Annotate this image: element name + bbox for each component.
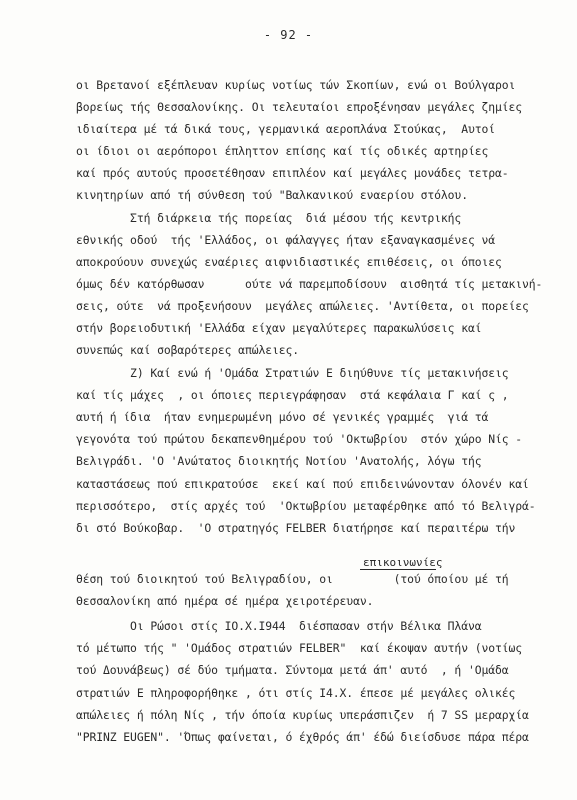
- text-line: βορείως τής Θεσσαλονίκης. Οι τελευταίοι επροξένησαν μεγάλες ζημίες: [76, 100, 523, 114]
- text-line: Ζ) Καί ενώ ή 'Ομάδα Στρατιών Ε διηύθυνε τίς μετακινήσεις: [76, 366, 509, 380]
- text-line: Θεσσαλονίκη από ημέρα σέ ημέρα χειροτέρευαν.: [76, 594, 374, 608]
- handwritten-insertion: επικοινωνίες: [363, 556, 443, 569]
- text-line: γεγονότα τού πρώτου δεκαπενθημέρου τού 'Οκτωβρίου στόν χώρο Νίς -: [76, 432, 523, 446]
- text-line: "PRINZ EUGEN". 'Όπως φαίνεται, ό έχθρός άπ' έδώ διείσδυσε πάρα πέρα: [76, 730, 529, 744]
- text-line: στρατιών Ε πληροφορήθηκε , ότι στίς Ι4.Χ. έπεσε μέ μεγάλες ολικές: [76, 686, 516, 700]
- text-line: τό μέτωπο τής " 'Ομάδος στρατιών FELBER" καί έκοψαν αυτήν (νοτίως: [76, 641, 523, 655]
- text-line: οι Βρετανοί εξέπλευαν κυρίως νοτίως τών Σκοπίων, ενώ οι Βούλγαροι: [76, 78, 516, 92]
- text-line: κινητηρίων από τή σύνθεση τού "Βαλκανικού εναερίου στόλου.: [76, 188, 468, 202]
- text-line: εθνικής οδού τής 'Ελλάδος, οι φάλαγγες ήταν εξαναγκασμένες νά: [76, 233, 495, 247]
- text-line: στήν βορειοδυτική 'Ελλάδα είχαν μεγαλύτερες παρακωλύσεις καί: [76, 321, 482, 335]
- text-line: καταστάσεως πού επικρατούσε εκεί καί πού επιδεινώνονταν όλονέν καί: [76, 477, 529, 491]
- text-line: αυτή ή ίδια ήταν ενημερωμένη μόνο σέ γενικές γραμμές γιά τά: [76, 410, 489, 424]
- text-line: Βελιγράδι. 'Ο 'Ανώτατος διοικητής Νοτίου 'Ανατολής, λόγω τής: [76, 454, 482, 468]
- text-line: απώλειες ή πόλη Νίς , τήν όποία κυρίως υπεράσπιζεν ή 7 SS μεραρχία: [76, 708, 529, 722]
- text-line: τού Δουνάβεως) σέ δύο τμήματα. Σύντομα μετά άπ' αυτό , ή 'Ομάδα: [76, 663, 509, 677]
- text-line: όμως δέν κατόρθωσαν ούτε νά παρεμποδίσουν αισθητά τίς μετακινή-: [76, 277, 543, 291]
- text-line: σεις, ούτε νά προξενήσουν μεγάλες απώλειες. 'Αντίθετα, οι πορείες: [76, 299, 529, 313]
- text-line: δι στό Βούκοβαρ. 'Ο στρατηγός FELBER διατήρησε καί περαιτέρω τήν: [76, 521, 516, 535]
- insertion-underline: [360, 569, 436, 570]
- text-line: ιδιαίτερα μέ τά δικά τους, γερμανικά αεροπλάνα Στούκας, Αυτοί: [76, 122, 495, 136]
- text-line: καί τίς μάχες , οι όποιες περιεγράφησαν στά κεφάλαια Γ καί ς ,: [76, 388, 509, 402]
- text-line: συνεπώς καί σοβαρότερες απώλειες.: [76, 343, 300, 357]
- text-line: Οι Ρώσοι στίς ΙΟ.Χ.Ι944 διέσπασαν στήν Βέλικα Πλάνα: [76, 619, 482, 633]
- text-line: Στή διάρκεια τής πορείας διά μέσου τής κεντρικής: [76, 211, 462, 225]
- page-number: - 92 -: [263, 28, 314, 42]
- text-line: καί πρός αυτούς προσετέθησαν επιπλέον καί μεγάλες μονάδες τετρα-: [76, 166, 509, 180]
- text-line: περισσότερο, στίς αρχές τού 'Οκτωβρίου μεταφέρθηκε από τό Βελιγρά-: [76, 499, 536, 513]
- text-line: θέση τού διοικητού τού Βελιγραδίου, οι (τού όποίου μέ τή: [76, 572, 509, 586]
- text-line: αποκρούουν συνεχώς εναέριες αιφνιδιαστικές επιθέσεις, οι όποιες: [76, 255, 502, 269]
- text-line: οι ίδιοι οι αερόποροι έπληττον επίσης καί τίς οδικές αρτηρίες: [76, 144, 489, 158]
